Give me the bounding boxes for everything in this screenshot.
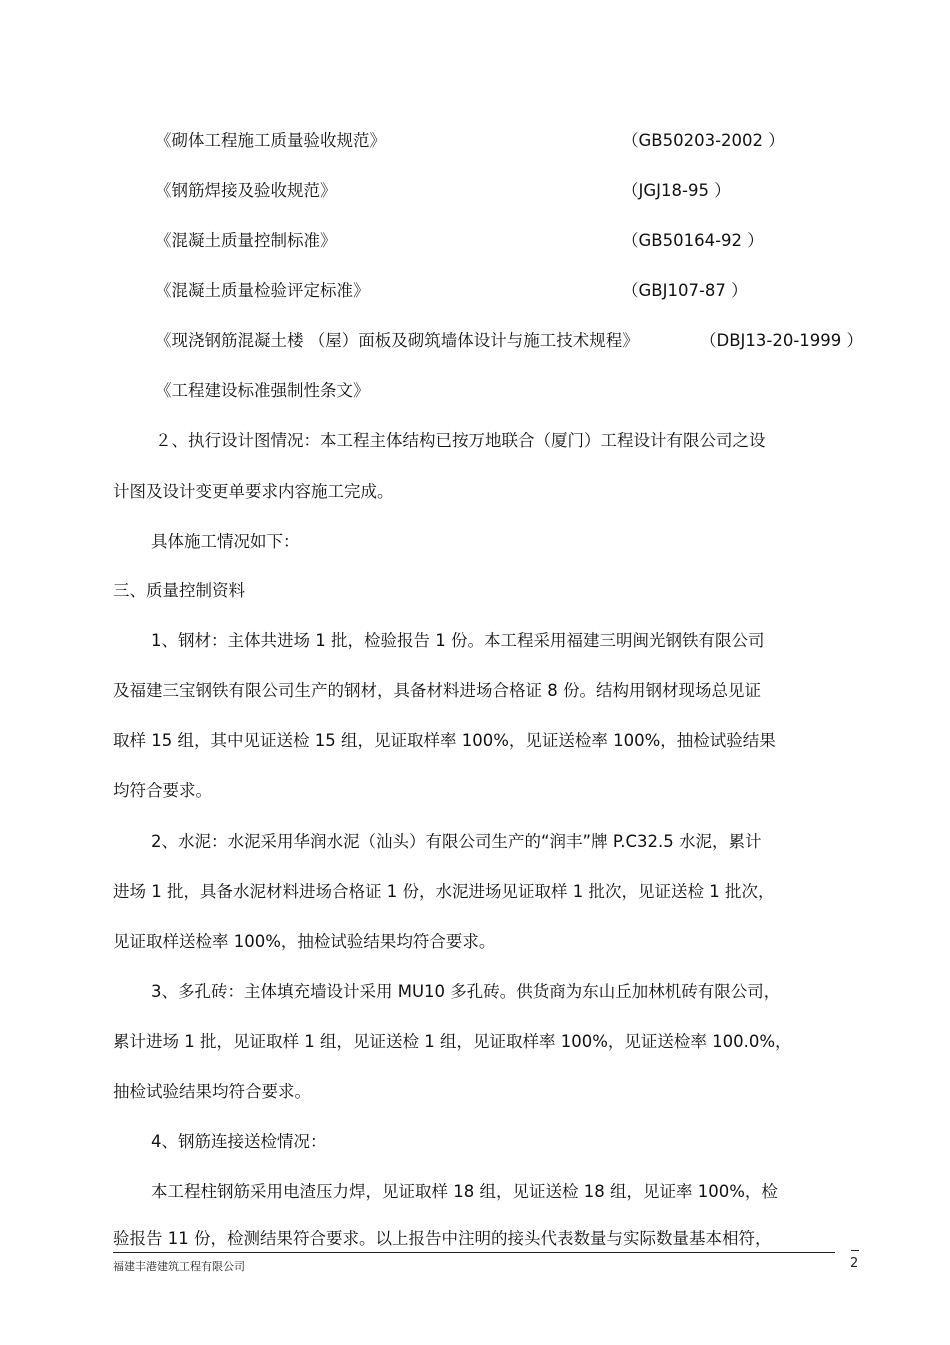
standard-name-last: 《工程建设标准强制性条文》 [155,381,370,400]
standard-code: （GBJ107-87 ） [622,281,748,300]
item1-line2: 及福建三宝钢铁有限公司生产的钢材，具备材料进场合格证 8 份。结构用钢材现场总见证 [113,681,761,700]
item1-line4: 均符合要求。 [113,781,212,800]
item4-title: 4、钢筋连接送检情况： [151,1132,327,1151]
item4-line2: 验报告 11 份，检测结果符合要求。以上报告中注明的接头代表数量与实际数量基本相符， [113,1229,772,1248]
footer-company: 福建丰港建筑工程有限公司 [113,1260,245,1273]
standard-code: （JGJ18-95 ） [622,181,731,200]
para2-line1: ２、执行设计图情况：本工程主体结构已按万地联合（厦门）工程设计有限公司之设 [155,431,766,450]
item3-line3: 抽检试验结果均符合要求。 [113,1082,311,1101]
specific-intro: 具体施工情况如下： [151,532,300,551]
standard-name: 《钢筋焊接及验收规范》 [155,181,337,200]
item4-line1: 本工程柱钢筋采用电渣压力焊，见证取样 18 组，见证送检 18 组，见证率 100%，检 [151,1182,778,1201]
para2-line2: 计图及设计变更单要求内容施工完成。 [113,482,394,501]
standard-name: 《砌体工程施工质量验收规范》 [155,131,386,150]
footer-page-dash [851,1250,859,1251]
item2-line1: 2、水泥：水泥采用华润水泥（汕头）有限公司生产的“润丰”牌 P.C32.5 水泥，累计 [151,832,762,851]
item2-line2: 进场 1 批，具备水泥材料进场合格证 1 份，水泥进场见证取样 1 批次，见证送检 1 批次， [113,882,775,901]
standard-name-long: 《现浇钢筋混凝土楼 （屋）面板及砌筑墙体设计与施工技术规程》 [155,331,639,350]
item3-line2: 累计进场 1 批，见证取样 1 组，见证送检 1 组，见证取样率 100%，见证送检率 100.0%， [113,1032,792,1051]
footer-page-number: 2 [850,1256,859,1271]
standard-code: （GB50203-2002 ） [622,131,785,150]
item2-line3: 见证取样送检率 100%，抽检试验结果均符合要求。 [113,932,496,951]
standard-code: （GB50164-92 ） [622,231,764,250]
section-heading: 三、质量控制资料 [113,581,245,600]
item1-line1: 1、钢材：主体共进场 1 批，检验报告 1 份。本工程采用福建三明闽光钢铁有限公司 [151,631,765,650]
standard-name: 《混凝土质量控制标准》 [155,231,337,250]
standard-name: 《混凝土质量检验评定标准》 [155,281,370,300]
standard-code-long: （DBJ13-20-1999 ） [700,331,864,350]
item1-line3: 取样 15 组，其中见证送检 15 组，见证取样率 100%，见证送检率 100%，抽检试验结果 [113,731,776,750]
footer-rule [113,1252,835,1253]
item3-line1: 3、多孔砖：主体填充墙设计采用 MU10 多孔砖。供货商为东山丘加林机砖有限公司， [151,982,781,1001]
